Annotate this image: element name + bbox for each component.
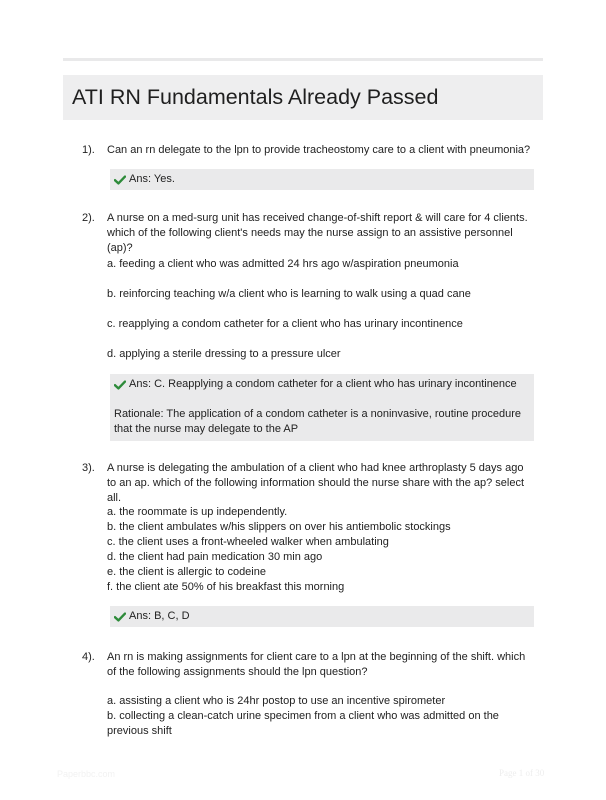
option-b: b. the client ambulates w/his slippers on over his antiembolic stockings [107, 521, 451, 533]
answer-box [110, 606, 534, 627]
option-a: a. the roommate is up independently. [107, 506, 288, 518]
top-divider [63, 58, 543, 61]
question-text: Can an rn delegate to the lpn to provide tracheostomy care to a client with pneumonia? [107, 144, 531, 156]
question-number: 1). [82, 144, 95, 156]
option-d: d. applying a sterile dressing to a pressure ulcer [107, 348, 341, 360]
option-a: a. assisting a client who is 24hr postop to use an incentive spirometer [107, 695, 446, 707]
option-b: b. reinforcing teaching w/a client who is learning to walk using a quad cane [107, 288, 471, 300]
answer-text: Ans: Yes. [129, 173, 175, 185]
answer-text: Ans: C. Reapplying a condom catheter for a client who has urinary incontinence [129, 378, 517, 390]
checkmark-icon [114, 175, 126, 185]
answer-box [110, 374, 534, 441]
options-list [107, 505, 533, 595]
footer-site: Paperbbc.com [57, 769, 116, 779]
checkmark-icon [114, 380, 126, 390]
page-number: Page 1 of 30 [499, 768, 545, 778]
title-banner [63, 75, 543, 120]
option-e: e. the client is allergic to codeine [107, 566, 266, 578]
question-text: A nurse on a med-surg unit has received change-of-shift report & will care for 4 clients. which of the following client's needs may the nurse assign to an assistive personnel (ap)? [107, 212, 528, 254]
options-list [107, 694, 533, 739]
option-a: a. feeding a client who was admitted 24 hrs ago w/aspiration pneumonia [107, 258, 459, 270]
option-c: c. the client uses a front-wheeled walker when ambulating [107, 536, 389, 548]
option-d: d. the client had pain medication 30 min ago [107, 551, 323, 563]
rationale-text: Rationale: The application of a condom catheter is a noninvasive, routine procedure that the nurse may delegate to the AP [114, 408, 522, 435]
options-list [107, 257, 533, 367]
question-text: A nurse is delegating the ambulation of a client who had knee arthroplasty 5 days ago to an ap. which of the following information should the nurse share with the ap? select all. [107, 462, 525, 504]
option-c: c. reapplying a condom catheter for a client who has urinary incontinence [107, 318, 463, 330]
option-b: b. collecting a clean-catch urine specimen from a client who was admitted on the previous shift [107, 710, 499, 737]
option-f: f. the client ate 50% of his breakfast this morning [107, 581, 345, 593]
question-text: An rn is making assignments for client care to a lpn at the beginning of the shift. which of the following assignments should the lpn question? [107, 651, 526, 678]
answer-text: Ans: B, C, D [129, 610, 190, 622]
checkmark-icon [114, 612, 126, 622]
question-number: 2). [82, 212, 95, 224]
question-number: 4). [82, 651, 95, 663]
document-title: ATI RN Fundamentals Already Passed [72, 85, 439, 109]
question-number: 3). [82, 462, 95, 474]
answer-box [110, 169, 534, 190]
